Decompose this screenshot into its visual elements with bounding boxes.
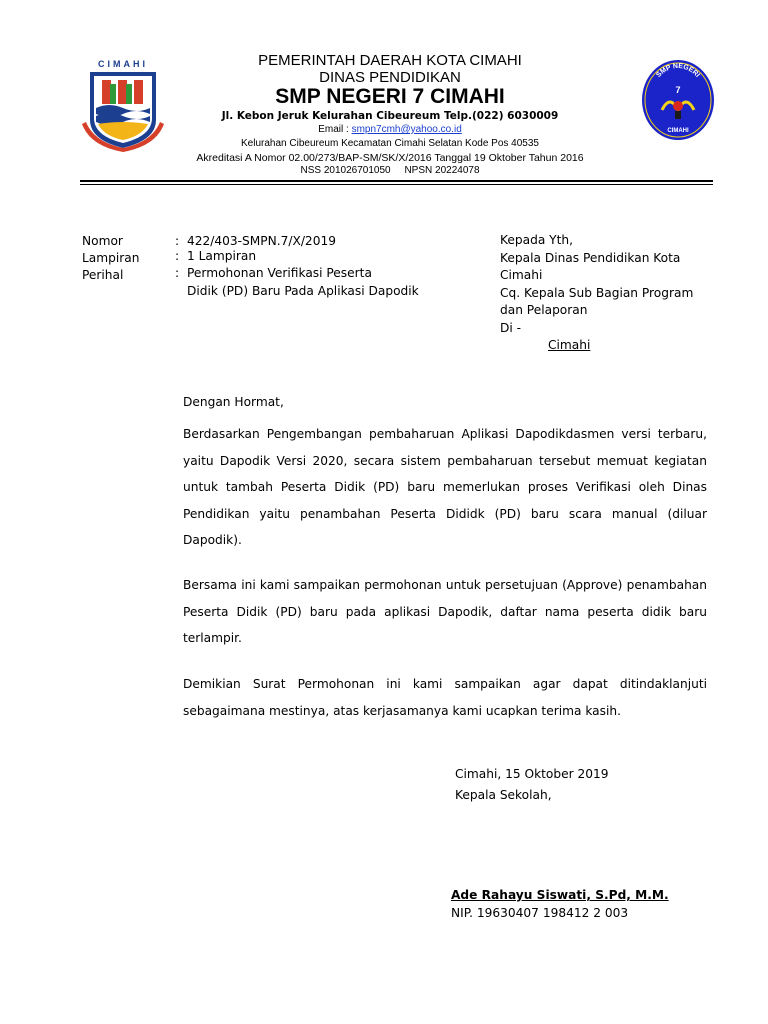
meta-nomor-colon: : xyxy=(175,234,180,248)
meta-lampiran-label: Lampiran xyxy=(82,251,140,265)
email-label: Email : xyxy=(318,124,352,135)
meta-nomor-value: 422/403-SMPN.7/X/2019 xyxy=(187,234,336,248)
signature-name: Ade Rahayu Siswati, S.Pd, M.M. xyxy=(451,888,669,902)
greeting: Dengan Hormat, xyxy=(183,395,284,409)
recipient-line: Cimahi xyxy=(500,268,543,282)
recipient-line: Di - xyxy=(500,320,522,335)
letterhead-nss-npsn: NSS 201026701050 NPSN 20224078 xyxy=(300,165,480,176)
meta-perihal-value: Permohonan Verifikasi Peserta xyxy=(187,266,372,280)
signature-title: Kepala Sekolah, xyxy=(455,788,552,802)
recipient-line: Kepada Yth, xyxy=(500,233,573,247)
cimahi-city-emblem-icon xyxy=(76,54,170,154)
logo-cimahi-text: CIMAHI xyxy=(98,59,148,69)
signature-nip: NIP. 19630407 198412 2 003 xyxy=(451,906,629,920)
letterhead-akreditasi: Akreditasi A Nomor 02.00/273/BAP-SM/SK/X/2016 Tanggal 19 Oktober Tahun 2016 xyxy=(196,152,584,164)
recipient-city: Cimahi xyxy=(548,338,591,352)
logo-school-bottom-text: CIMAHI xyxy=(667,128,689,134)
letterhead-divider-thin xyxy=(80,184,713,185)
letterhead-email-line xyxy=(180,124,600,135)
logo-school-arc-text: SMP NEGERI xyxy=(655,62,701,79)
meta-lampiran-colon: : xyxy=(175,249,180,263)
school-emblem-icon xyxy=(640,58,716,142)
letterhead-government: PEMERINTAH DAERAH KOTA CIMAHI xyxy=(258,52,522,69)
letterhead-department: DINAS PENDIDIKAN xyxy=(319,69,461,86)
letterhead-school-name: SMP NEGERI 7 CIMAHI xyxy=(275,85,505,108)
meta-perihal-colon: : xyxy=(175,266,180,280)
letterhead-kelurahan: Kelurahan Cibeureum Kecamatan Cimahi Selatan Kode Pos 40535 xyxy=(241,138,539,149)
meta-perihal-value-cont: Didik (PD) Baru Pada Aplikasi Dapodik xyxy=(187,284,419,298)
meta-lampiran-value: 1 Lampiran xyxy=(187,249,257,263)
paragraph-1: Berdasarkan Pengembangan pembaharuan Aplikasi Dapodikdasmen versi terbaru, yaitu Dapodik Versi 2020, secara sistem pembaharuan tersebut memuat kegiatan untuk tambah Peserta Didik (PD) baru memerlukan proses Verifikasi oleh Dinas Pendidikan yaitu penambahan Peserta Dididk (PD) baru scara manual (diluar Dapodik). xyxy=(183,427,707,547)
meta-perihal-label: Perihal xyxy=(82,268,124,282)
recipient-block xyxy=(500,232,693,355)
recipient-line: Kepala Dinas Pendidikan Kota xyxy=(500,250,681,265)
signature-block xyxy=(455,764,609,806)
paragraph-3: Demikian Surat Permohonan ini kami sampaikan agar dapat ditindaklanjuti sebagaimana mestinya, atas kerjasamanya kami ucapkan terima kasih. xyxy=(183,677,707,718)
signature-place-date: Cimahi, 15 Oktober 2019 xyxy=(455,767,609,781)
letterhead-divider-thick xyxy=(80,180,713,182)
paragraph-2: Bersama ini kami sampaikan permohonan untuk persetujuan (Approve) penambahan Peserta Didik (PD) baru pada aplikasi Dapodik, daftar nama peserta didik baru terlampir. xyxy=(183,578,707,645)
recipient-line: dan Pelaporan xyxy=(500,303,588,317)
recipient-line: Cq. Kepala Sub Bagian Program xyxy=(500,285,694,300)
meta-nomor-label: Nomor xyxy=(82,234,123,248)
letterhead-address: Jl. Kebon Jeruk Kelurahan Cibeureum Telp.(022) 6030009 xyxy=(221,110,559,122)
logo-school-number: 7 xyxy=(675,85,681,95)
email-link[interactable]: smpn7cmh@yahoo.co.id xyxy=(351,124,462,135)
